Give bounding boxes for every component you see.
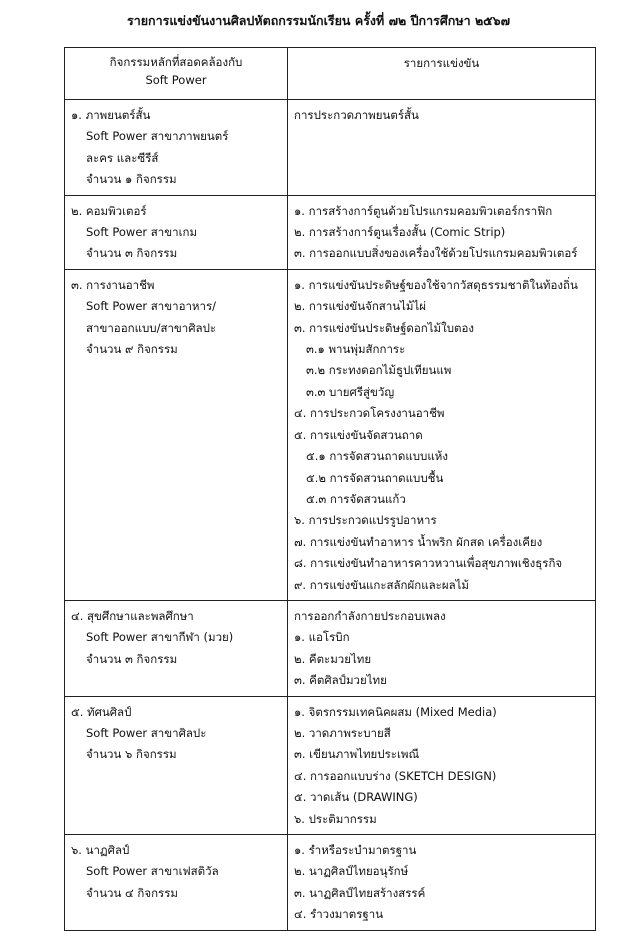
- activity-cell: [65, 696, 288, 834]
- competition-item: ๓. คีตศิลป์มวยไทย: [294, 673, 387, 688]
- competition-item: ๕.๓ การจัดสวนแก้ว: [306, 491, 406, 506]
- competition-items-cell: [288, 269, 596, 600]
- activity-cell: [65, 100, 288, 196]
- competition-item: ๑. รำหรือระบำมาตรฐาน: [294, 843, 417, 857]
- header-col1-line1: กิจกรรมหลักที่สอดคล้องกับ: [109, 55, 243, 69]
- activity-line: ๑. ภาพยนตร์สั้น: [71, 108, 151, 122]
- competition-table: [64, 47, 596, 931]
- activity-line: ๓. การงานอาชีพ: [71, 277, 155, 292]
- competition-items-cell: [288, 100, 596, 196]
- competition-item: ๓. นาฏศิลป์ไทยสร้างสรรค์: [294, 885, 426, 900]
- competition-item: ๔. รำวงมาตรฐาน: [294, 907, 384, 922]
- activity-cell: [65, 835, 288, 931]
- activity-line: จำนวน ๑ กิจกรรม: [86, 172, 177, 187]
- activity-cell: [65, 269, 288, 600]
- header-soft-power-activity: [65, 48, 288, 100]
- competition-item: ๔. การออกแบบร่าง (SKETCH DESIGN): [294, 768, 497, 783]
- competition-item: ๓. การแข่งขันประดิษฐ์ดอกไม้ใบตอง: [294, 320, 475, 335]
- competition-item: ๕. การแข่งขันจัดสวนถาด: [294, 427, 423, 442]
- competition-items-cell: [288, 600, 596, 696]
- competition-item: ๖. ประติมากรรม: [294, 811, 377, 826]
- competition-item: ๓.๑ พานพุ่มสักการะ: [306, 342, 406, 357]
- header-competition-list: รายการแข่งขัน: [288, 48, 596, 100]
- competition-item: ๘. การแข่งขันทำอาหารคาวหวานเพื่อสุขภาพเชิงธุรกิจ: [294, 556, 563, 571]
- document-title: รายการแข่งขันงานศิลปหัตถกรรมนักเรียน ครั้งที่ ๗๒ ปีการศึกษา ๒๕๖๗: [127, 13, 510, 28]
- table-row: [65, 269, 596, 600]
- activity-line: จำนวน ๔ กิจกรรม: [86, 885, 178, 900]
- activity-line: ๔. สุขศึกษาและพลศึกษา: [71, 608, 194, 623]
- activity-cell: [65, 600, 288, 696]
- competition-items-cell: [288, 195, 596, 269]
- activity-line: Soft Power สาขากีฬา (มวย): [86, 630, 234, 645]
- header-col1-line2: Soft Power: [145, 73, 207, 87]
- competition-items-cell: [288, 835, 596, 931]
- activity-line: จำนวน ๖ กิจกรรม: [86, 747, 177, 762]
- competition-item: ๒. นาฏศิลป์ไทยอนุรักษ์: [294, 864, 409, 879]
- competition-item: ๕. วาดเส้น (DRAWING): [294, 790, 418, 805]
- competition-item: ๓.๒ กระทงดอกไม้ธูปเทียนแพ: [306, 363, 452, 378]
- activity-line: ละคร และซีรีส์: [86, 150, 159, 165]
- competition-item: ๑. การแข่งขันประดิษฐ์ของใช้จากวัสดุธรรมชาติในท้องถิ่น: [294, 277, 578, 292]
- competition-item: ๔. การประกวดโครงงานอาชีพ: [294, 406, 445, 421]
- activity-line: Soft Power สาขาศิลปะ: [86, 725, 207, 740]
- activity-line: ๕. ทัศนศิลป์: [71, 704, 132, 719]
- competition-item: ๕.๑ การจัดสวนถาดแบบแห้ง: [306, 449, 448, 464]
- activity-line: Soft Power สาขาเกม: [86, 225, 198, 240]
- competition-item: ๖. การประกวดแปรรูปอาหาร: [294, 513, 437, 528]
- competition-item: ๑. แอโรบิก: [294, 630, 350, 645]
- table-row: [65, 835, 596, 931]
- activity-cell: [65, 195, 288, 269]
- activity-line: Soft Power สาขาภาพยนตร์: [86, 129, 229, 144]
- table-row: [65, 696, 596, 834]
- competition-item: การประกวดภาพยนตร์สั้น: [294, 108, 419, 122]
- competition-item: ๓. เขียนภาพไทยประเพณี: [294, 747, 420, 762]
- activity-line: ๒. คอมพิวเตอร์: [71, 203, 147, 218]
- activity-line: จำนวน ๙ กิจกรรม: [86, 342, 178, 357]
- table-header-row: [65, 48, 596, 100]
- activity-line: Soft Power สาขาเฟสติวัล: [86, 864, 219, 879]
- competition-item: การออกกำลังกายประกอบเพลง: [294, 608, 446, 623]
- competition-item: ๓. การออกแบบสิ่งของเครื่องใช้ด้วยโปรแกรมคอมพิวเตอร์: [294, 246, 578, 261]
- competition-items-cell: [288, 696, 596, 834]
- activity-line: จำนวน ๓ กิจกรรม: [86, 651, 178, 666]
- table-row: [65, 600, 596, 696]
- competition-item: ๑. จิตรกรรมเทคนิคผสม (Mixed Media): [294, 704, 497, 719]
- table-row: [65, 100, 596, 196]
- activity-line: ๖. นาฏศิลป์: [71, 843, 130, 857]
- activity-line: Soft Power สาขาอาหาร/: [86, 299, 217, 314]
- competition-item: ๕.๒ การจัดสวนถาดแบบชื้น: [306, 470, 444, 485]
- competition-item: ๒. คีตะมวยไทย: [294, 651, 372, 666]
- activity-line: สาขาออกแบบ/สาขาศิลปะ: [86, 320, 217, 335]
- competition-item: ๒. การสร้างการ์ตูนเรื่องสั้น (Comic Strip): [294, 225, 506, 240]
- competition-item: ๓.๓ บายศรีสู่ขวัญ: [306, 384, 395, 399]
- competition-item: ๗. การแข่งขันทำอาหาร น้ำพริก ผักสด เครื่องเคียง: [294, 534, 543, 549]
- competition-item: ๒. วาดภาพระบายสี: [294, 725, 391, 740]
- activity-line: จำนวน ๓ กิจกรรม: [86, 246, 178, 261]
- table-row: [65, 195, 596, 269]
- competition-item: ๑. การสร้างการ์ตูนด้วยโปรแกรมคอมพิวเตอร์กราฟิก: [294, 203, 553, 218]
- competition-item: ๒. การแข่งขันจักสานไม้ไผ่: [294, 299, 427, 314]
- table-body: [65, 100, 596, 931]
- competition-item: ๙. การแข่งขันแกะสลักผักและผลไม้: [294, 577, 470, 592]
